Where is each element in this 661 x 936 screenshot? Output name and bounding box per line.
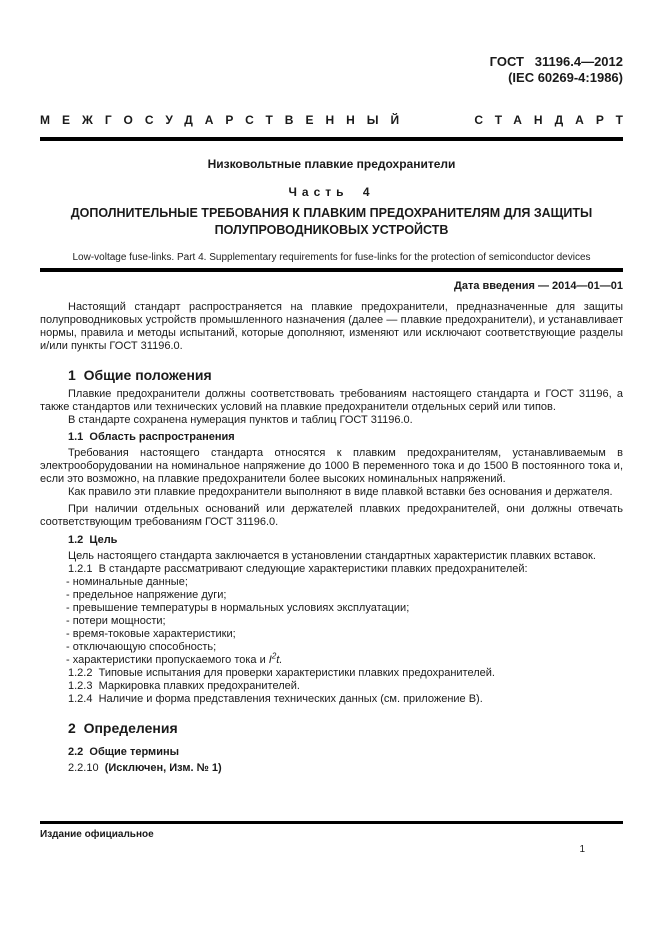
paragraph: Как правило эти плавкие предохранители выполняют в виде плавкой вставки без основания и держателя. xyxy=(68,486,613,498)
horizontal-rule-title xyxy=(40,268,623,272)
main-title-line-2: ПОЛУПРОВОДНИКОВЫХ УСТРОЙСТВ xyxy=(214,223,449,237)
list-item: - время-токовые характеристики; xyxy=(66,628,236,640)
section-1-heading: 1 Общие положения xyxy=(68,367,212,383)
banner-word-1: МЕЖГОСУДАРСТВЕННЫЙ xyxy=(40,113,412,127)
clause-2-2-10 xyxy=(40,762,623,775)
clause-1-2-3: 1.2.3 Маркировка плавких предохранителей. xyxy=(68,680,300,692)
standard-subject-title: Низковольтные плавкие предохранители xyxy=(207,157,456,171)
standard-title-english: Low-voltage fuse-links. Part 4. Supplementary requirements for fuse-links for the protection of semiconductor devices xyxy=(72,252,591,263)
paragraph: Требования настоящего стандарта относятся к плавким предохранителям, устанавливаемым в электрооборудовании на номинальное напряжение до 1000 В переменного тока и до 1500 В постоянного тока и, если это возможно, на плавкие предохранители более высоких номинальных напряжений. xyxy=(40,447,623,485)
clause-1-2-2: 1.2.2 Типовые испытания для проверки характеристики плавких предохранителей. xyxy=(68,667,495,679)
clause-excluded-note: (Исключен, Изм. № 1) xyxy=(104,762,222,774)
banner-word-2: СТАНДАРТ xyxy=(474,113,635,127)
doc-code-block xyxy=(40,0,623,86)
horizontal-rule-top xyxy=(40,137,623,141)
paragraph: При наличии отдельных оснований или держателей плавких предохранителей, они должны отвечать соответствующим требованиям ГОСТ 31196.0. xyxy=(40,503,623,528)
doc-code-gost: ГОСТ 31196.4—2012 xyxy=(489,54,623,69)
i2t-symbol: $I^2t$. xyxy=(268,651,283,666)
section-2-heading: 2 Определения xyxy=(68,720,178,736)
doc-code-iec: (IEC 60269-4:1986) xyxy=(508,70,623,85)
list-item: - потери мощности; xyxy=(66,615,166,627)
section-1-1-heading: 1.1 Область распространения xyxy=(68,431,235,443)
i2t-prefix: - характеристики пропускаемого тока и xyxy=(66,654,269,666)
page-number: 1 xyxy=(579,844,585,855)
paragraph: Плавкие предохранители должны соответствовать требованиям настоящего стандарта и ГОСТ 31196, а также стандартов или технических условий на плавкие предохранители отдельных серий или типов. xyxy=(40,388,623,413)
paragraph: В стандарте сохранена нумерация пунктов и таблиц ГОСТ 31196.0. xyxy=(68,414,413,426)
effective-date: Дата введения — 2014—01—01 xyxy=(454,280,623,292)
clause-1-2-4: 1.2.4 Наличие и форма представления технических данных (см. приложение В). xyxy=(68,693,483,705)
scope-paragraph: Настоящий стандарт распространяется на плавкие предохранители, предназначенные для защиты полупроводниковых устройств промышленного назначения (далее — плавкие предохранители), и устанавливает нормы, правила и методы испытаний, которые дополняют, изменяют или исключают соответствующие разделы и/или пункты ГОСТ 31196.0. xyxy=(40,301,623,352)
page-content xyxy=(40,0,635,775)
main-title-line-1: ДОПОЛНИТЕЛЬНЫЕ ТРЕБОВАНИЯ К ПЛАВКИМ ПРЕДОХРАНИТЕЛЯМ ДЛЯ ЗАЩИТЫ xyxy=(70,206,593,220)
list-item: - превышение температуры в нормальных условиях эксплуатации; xyxy=(66,602,410,614)
list-item: - номинальные данные; xyxy=(66,576,188,588)
list-item-i2t xyxy=(40,651,623,667)
clause-1-2-1: 1.2.1 В стандарте рассматривают следующие характеристики плавких предохранителей: xyxy=(68,563,528,575)
standard-main-title xyxy=(40,205,623,239)
section-2-2-heading: 2.2 Общие термины xyxy=(68,746,179,758)
official-edition-label: Издание официальное xyxy=(40,829,154,840)
list-item: - предельное напряжение дуги; xyxy=(66,589,227,601)
list-item: - отключающую способность; xyxy=(66,641,217,653)
standard-type-banner xyxy=(40,113,635,128)
standard-part-label: Часть 4 xyxy=(288,185,375,199)
paragraph: Цель настоящего стандарта заключается в установлении стандартных характеристик плавких вставок. xyxy=(68,550,596,562)
section-1-2-heading: 1.2 Цель xyxy=(68,534,118,546)
horizontal-rule-footer xyxy=(40,821,623,824)
clause-number: 2.2.10 xyxy=(68,762,105,774)
